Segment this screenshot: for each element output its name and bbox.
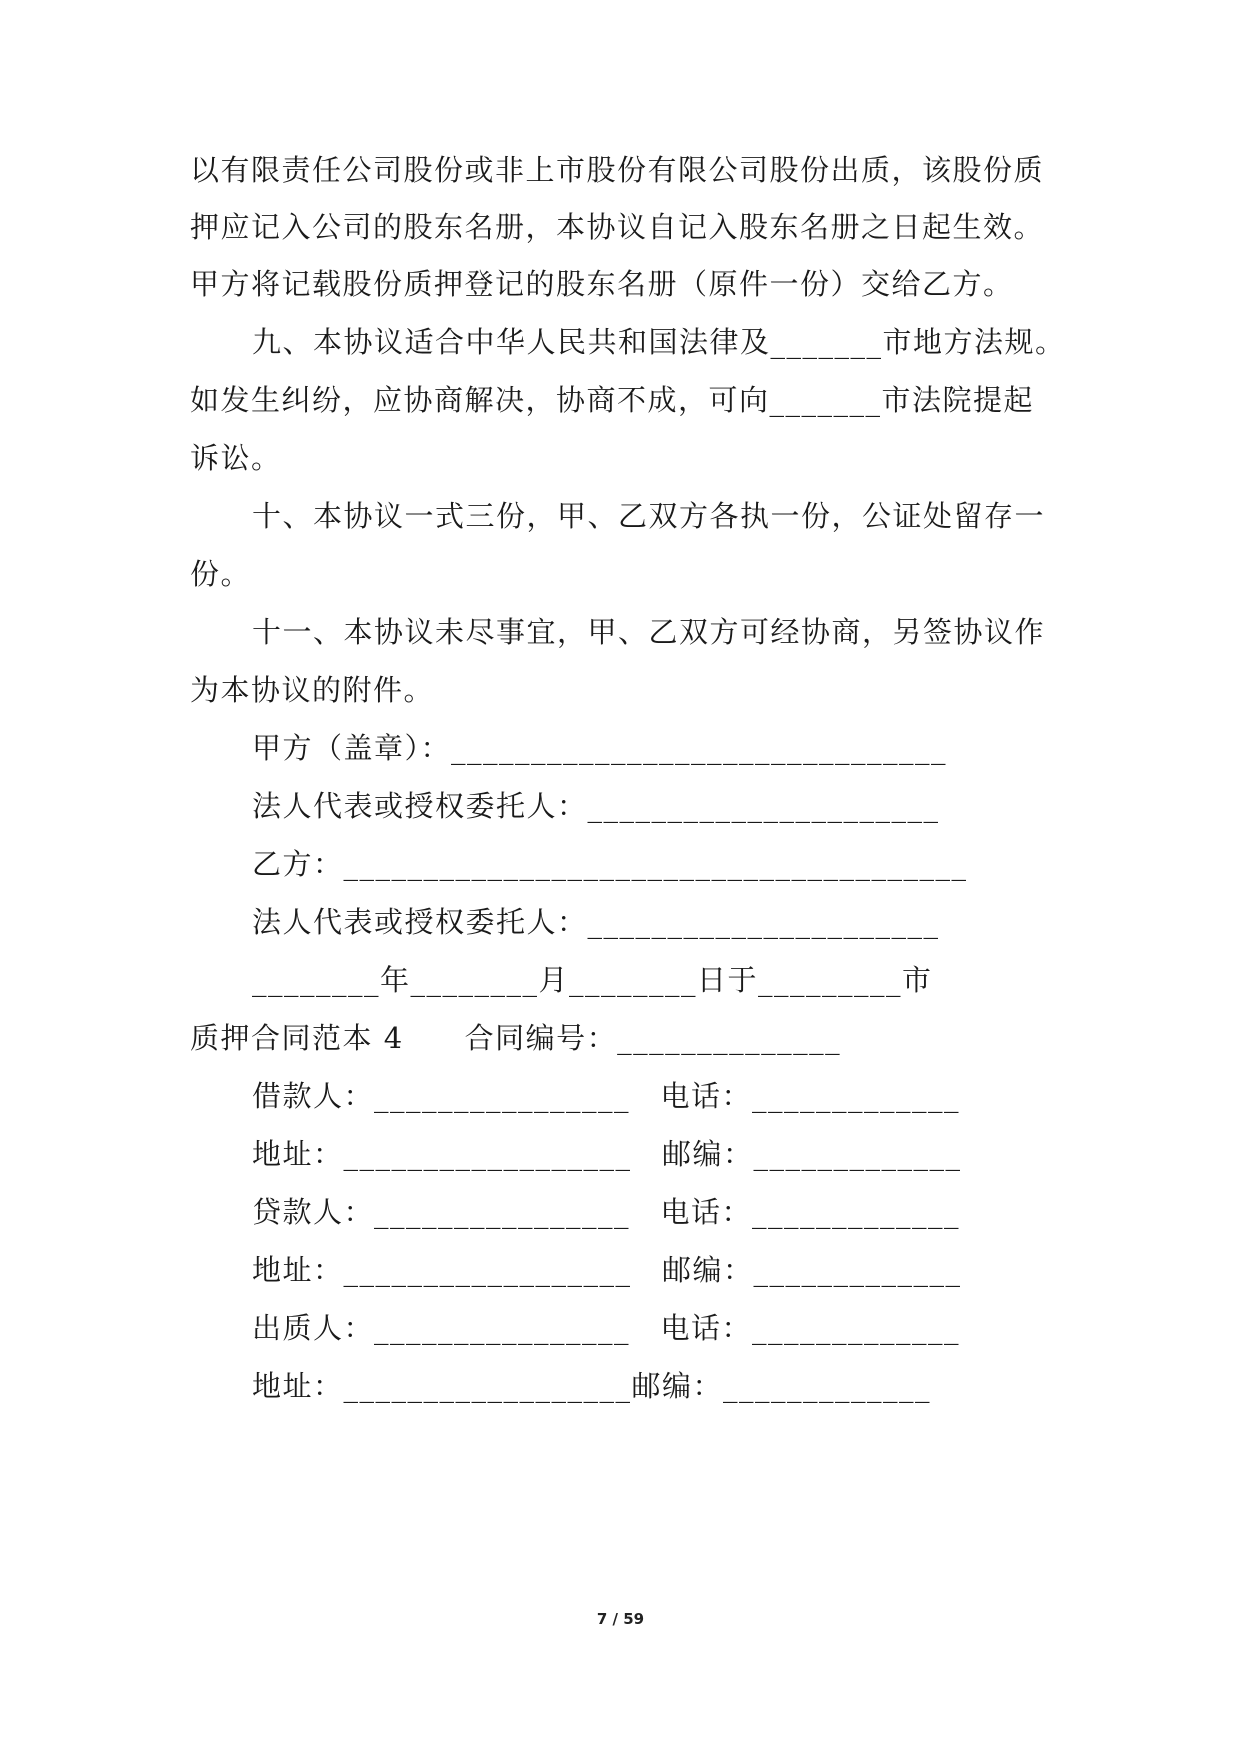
borrower-field: 借款人：________________ 电话：_____________ <box>252 1079 961 1113</box>
clause-10-line: 十、本协议一式三份，甲、乙双方各执一份，公证处留存一 <box>252 499 1046 533</box>
legal-rep-field: 法人代表或授权委托人：______________________ <box>252 789 940 823</box>
body-text-line: 为本协议的附件。 <box>190 673 435 707</box>
clause-9-line: 九、本协议适合中华人民共和国法律及_______市地方法规。 <box>252 325 1066 359</box>
body-text-line: 押应记入公司的股东名册，本协议自记入股东名册之日起生效。 <box>190 210 1045 244</box>
contract-template-heading: 质押合同范本 4 合同编号：______________ <box>190 1021 842 1055</box>
clause-11-line: 十一、本协议未尽事宜，甲、乙双方可经协商，另签协议作 <box>252 615 1046 649</box>
date-place-field: ________年________月________日于_________市 <box>252 963 933 997</box>
address-field: 地址：__________________ 邮编：_____________ <box>252 1253 962 1287</box>
party-a-seal-field: 甲方（盖章）：_______________________________ <box>252 731 948 765</box>
lender-field: 贷款人：________________ 电话：_____________ <box>252 1195 961 1229</box>
legal-rep-field: 法人代表或授权委托人：______________________ <box>252 905 940 939</box>
address-field: 地址：__________________ 邮编：_____________ <box>252 1137 962 1171</box>
body-text-line: 甲方将记载股份质押登记的股东名册（原件一份）交给乙方。 <box>190 267 1014 301</box>
page-number: 7 / 59 <box>596 1610 645 1628</box>
body-text-line: 诉讼。 <box>190 441 282 475</box>
body-text-line: 份。 <box>190 557 252 591</box>
body-text-line: 如发生纠纷，应协商解决，协商不成，可向_______市法院提起 <box>190 383 1035 417</box>
body-text-line: 以有限责任公司股份或非上市股份有限公司股份出质，该股份质 <box>190 153 1045 187</box>
pledgor-field: 出质人：________________ 电话：_____________ <box>252 1311 961 1345</box>
party-b-field: 乙方：_______________________________________ <box>252 847 968 881</box>
address-field: 地址：__________________邮编：_____________ <box>252 1369 932 1403</box>
